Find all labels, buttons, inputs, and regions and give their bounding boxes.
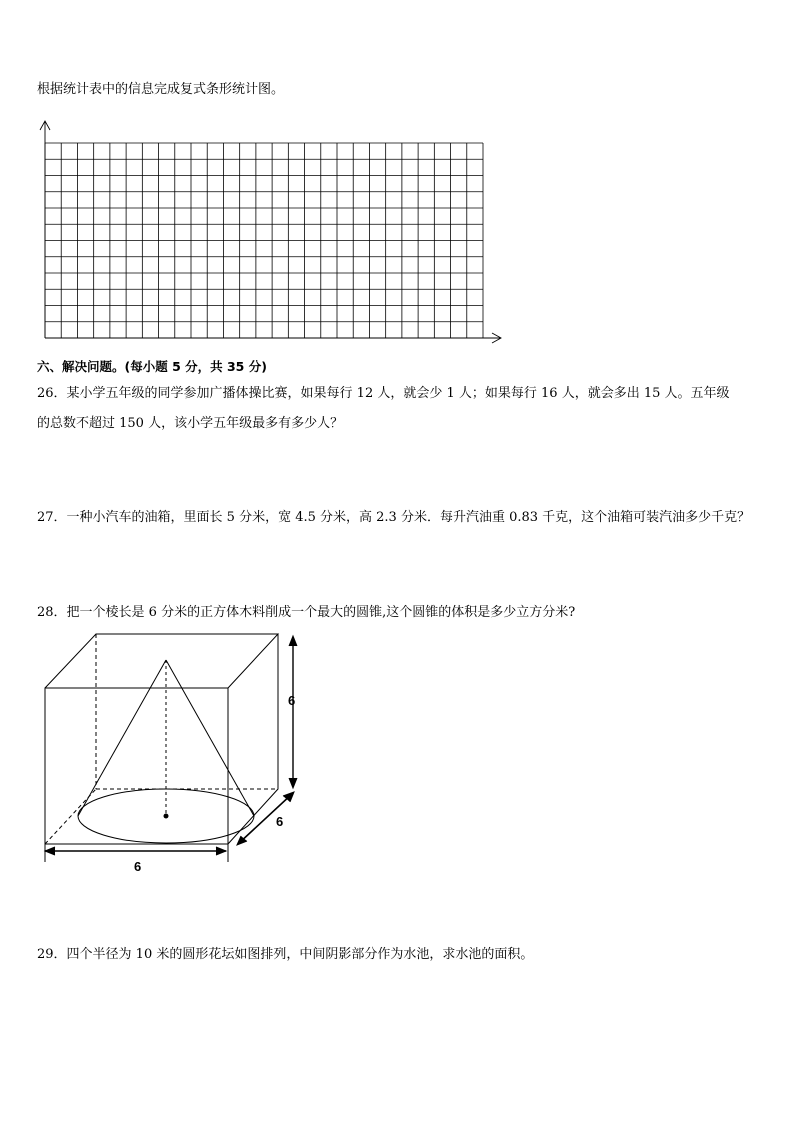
question-26-line2: 的总数不超过 150 人，该小学五年级最多有多少人？ [37,416,344,431]
question-29: 29．四个半径为 10 米的圆形花坛如图排列，中间阴影部分作为水池，求水池的面积。 [37,947,534,962]
intro-text: 根据统计表中的信息完成复式条形统计图。 [37,82,285,97]
cone-base-center-dot [164,814,169,819]
width-label: 6 [134,859,142,874]
question-26-line1: 26．某小学五年级的同学参加广播体操比赛，如果每行 12 人，就会少 1 人；如果每行 16 人，就会多出 15 人。五年级 [37,386,730,401]
question-28: 28．把一个棱长是 6 分米的正方体木料削成一个最大的圆锥,这个圆锥的体积是多少立方分米? [37,605,576,620]
cube-top-face [45,634,278,688]
section-heading: 六、解决问题。(每小题 5 分，共 35 分) [37,359,267,374]
height-label: 6 [288,693,296,708]
question-27: 27．一种小汽车的油箱，里面长 5 分米，宽 4.5 分米，高 2.3 分米．每升汽油重 0.83 千克，这个油箱可装汽油多少千克？ [37,510,751,525]
depth-dimension-line [238,793,293,844]
depth-label: 6 [276,814,284,829]
